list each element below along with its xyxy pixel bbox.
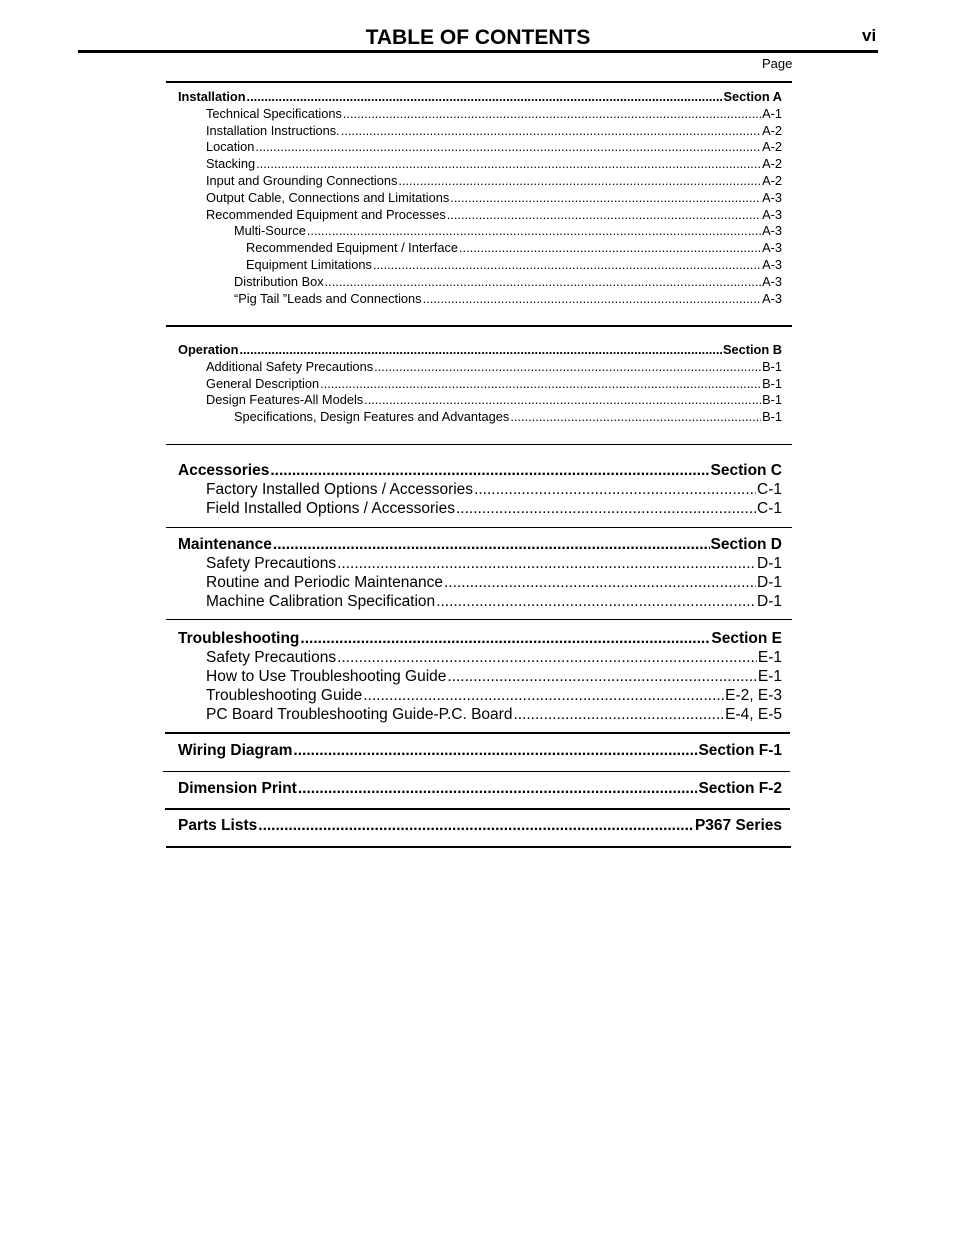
toc-entry[interactable] <box>178 139 782 156</box>
section-rule <box>163 771 790 772</box>
toc-entry-page: A-2 <box>762 172 782 188</box>
dot-leader <box>374 359 761 376</box>
dot-leader <box>337 648 757 667</box>
toc-entry-text: PC Board Troubleshooting Guide-P.C. Board <box>206 706 513 723</box>
section-rule <box>165 732 790 734</box>
section-rule <box>165 808 790 810</box>
dot-leader <box>373 257 761 274</box>
dot-leader <box>320 376 761 393</box>
toc-entry[interactable] <box>178 667 782 686</box>
toc-entry-page: E-4, E-5 <box>725 706 782 723</box>
dot-leader <box>474 480 756 499</box>
toc-entry[interactable] <box>178 480 782 499</box>
toc-heading-text: Maintenance <box>178 536 272 553</box>
toc-entry-page: B-1 <box>762 358 782 374</box>
toc-section-parts-lists <box>178 816 782 835</box>
toc-section-accessories <box>178 461 782 518</box>
toc-heading-text: Wiring Diagram <box>178 742 293 759</box>
toc-entry[interactable] <box>178 257 782 274</box>
toc-entry-text: “Pig Tail ”Leads and Connections <box>234 290 422 306</box>
toc-entry[interactable] <box>178 223 782 240</box>
toc-entry-text: Stacking <box>206 156 256 172</box>
toc-entry-page: D-1 <box>757 593 782 610</box>
section-rule <box>166 619 792 620</box>
toc-entry-text: Troubleshooting Guide <box>206 687 363 704</box>
toc-section-wiring-diagram <box>178 741 782 760</box>
dot-leader <box>341 123 761 140</box>
toc-entry[interactable] <box>178 359 782 376</box>
dot-leader <box>239 342 722 359</box>
toc-entry-page: A-3 <box>762 273 782 289</box>
toc-section-maintenance <box>178 535 782 611</box>
dot-leader <box>298 779 698 798</box>
toc-heading-page: Section A <box>723 89 782 104</box>
toc-entry-text: Field Installed Options / Accessories <box>206 500 455 517</box>
dot-leader <box>447 667 756 686</box>
toc-entry[interactable] <box>178 123 782 140</box>
toc-heading[interactable] <box>178 741 782 760</box>
toc-heading[interactable] <box>178 461 782 480</box>
toc-heading[interactable] <box>178 535 782 554</box>
toc-heading[interactable] <box>178 629 782 648</box>
dot-leader <box>293 741 697 760</box>
toc-entry-page: D-1 <box>757 574 782 591</box>
toc-entry-page: A-2 <box>762 122 782 138</box>
toc-entry-page: A-3 <box>762 290 782 306</box>
toc-entry-page: A-2 <box>762 139 782 155</box>
toc-section-troubleshooting <box>178 629 782 724</box>
toc-entry[interactable] <box>178 554 782 573</box>
toc-heading-text: Operation <box>178 342 239 357</box>
toc-entry-page: C-1 <box>757 481 782 498</box>
toc-heading-page: Section E <box>711 630 782 647</box>
toc-entry[interactable] <box>178 190 782 207</box>
toc-entry-text: Input and Grounding Connections <box>206 172 398 188</box>
toc-heading-text: Dimension Print <box>178 780 297 797</box>
page-column-label: Page <box>762 56 793 71</box>
dot-leader <box>247 89 723 106</box>
toc-entry-page: D-1 <box>757 555 782 572</box>
dot-leader <box>510 409 761 426</box>
dot-leader <box>456 499 756 518</box>
toc-entry-text: Distribution Box <box>234 273 324 289</box>
toc-entry-text: Safety Precautions <box>206 649 337 666</box>
toc-heading[interactable] <box>178 779 782 798</box>
toc-heading-page: Section F-1 <box>698 742 782 759</box>
toc-entry-text: Factory Installed Options / Accessories <box>206 481 474 498</box>
toc-entry-text: Multi-Source <box>234 223 306 239</box>
toc-entry-page: E-1 <box>757 649 782 666</box>
toc-entry-text: Additional Safety Precautions <box>206 358 374 374</box>
section-rule <box>166 81 792 83</box>
toc-entry-text: Routine and Periodic Maintenance <box>206 574 443 591</box>
toc-section-installation <box>178 89 782 307</box>
toc-section-dimension-print <box>178 779 782 798</box>
toc-heading-page: P367 Series <box>694 817 782 834</box>
toc-entry-text: Technical Specifications <box>206 105 342 121</box>
dot-leader <box>450 190 761 207</box>
toc-entry[interactable] <box>178 409 782 426</box>
toc-heading-text: Troubleshooting <box>178 630 300 647</box>
toc-entry-page: B-1 <box>762 392 782 408</box>
toc-entry[interactable] <box>178 291 782 308</box>
toc-entry-page: A-2 <box>762 156 782 172</box>
toc-entry-page: A-1 <box>762 105 782 121</box>
toc-entry-text: How to Use Troubleshooting Guide <box>206 668 447 685</box>
toc-entry[interactable] <box>178 392 782 409</box>
toc-entry[interactable] <box>178 207 782 224</box>
dot-leader <box>447 207 761 224</box>
toc-entry[interactable] <box>178 499 782 518</box>
toc-entry-text: Equipment Limitations <box>246 256 372 272</box>
dot-leader <box>273 535 710 554</box>
toc-entry-text: Machine Calibration Specification <box>206 593 436 610</box>
toc-entry[interactable] <box>178 274 782 291</box>
page-number: vi <box>862 26 877 45</box>
section-rule <box>166 325 792 327</box>
toc-entry[interactable] <box>178 106 782 123</box>
dot-leader <box>513 705 724 724</box>
section-rule <box>166 527 792 528</box>
dot-leader <box>364 392 761 409</box>
toc-entry-text: Recommended Equipment and Processes <box>206 206 446 222</box>
toc-entry[interactable] <box>178 592 782 611</box>
toc-entry[interactable] <box>178 240 782 257</box>
dot-leader <box>363 686 724 705</box>
toc-entry[interactable] <box>178 573 782 592</box>
dot-leader <box>398 173 761 190</box>
toc-heading[interactable] <box>178 816 782 835</box>
toc-entry-text: Output Cable, Connections and Limitations <box>206 189 450 205</box>
toc-section-operation <box>178 342 782 426</box>
toc-heading-text: Installation <box>178 89 246 104</box>
toc-entry[interactable] <box>178 156 782 173</box>
dot-leader <box>459 240 761 257</box>
toc-entry[interactable] <box>178 705 782 724</box>
toc-entry-text: Specifications, Design Features and Advantages <box>234 409 510 425</box>
toc-entry-page: A-3 <box>762 256 782 272</box>
toc-entry-page: E-2, E-3 <box>725 687 782 704</box>
toc-entry-text: General Description <box>206 375 320 391</box>
toc-entry[interactable] <box>178 686 782 705</box>
toc-heading-page: Section D <box>710 536 782 553</box>
section-rule <box>166 846 791 848</box>
toc-heading[interactable] <box>178 342 782 359</box>
dot-leader <box>307 223 761 240</box>
toc-entry-text: Installation Instructions. <box>206 122 340 138</box>
toc-heading-page: Section C <box>710 462 782 479</box>
dot-leader <box>255 139 761 156</box>
header-rule <box>78 50 878 53</box>
toc-entry-page: B-1 <box>762 375 782 391</box>
dot-leader <box>337 554 756 573</box>
toc-heading-text: Accessories <box>178 462 270 479</box>
dot-leader <box>423 291 762 308</box>
dot-leader <box>258 816 694 835</box>
page-title: TABLE OF CONTENTS <box>365 26 591 49</box>
toc-entry-text: Location <box>206 139 255 155</box>
dot-leader <box>300 629 710 648</box>
toc-heading-text: Parts Lists <box>178 817 258 834</box>
toc-entry-page: A-3 <box>762 206 782 222</box>
toc-entry-text: Design Features-All Models <box>206 392 364 408</box>
dot-leader <box>325 274 761 291</box>
dot-leader <box>436 592 756 611</box>
dot-leader <box>256 156 761 173</box>
toc-entry[interactable] <box>178 376 782 393</box>
toc-entry-page: C-1 <box>757 500 782 517</box>
dot-leader <box>270 461 709 480</box>
toc-entry[interactable] <box>178 648 782 667</box>
toc-entry-page: E-1 <box>757 668 782 685</box>
dot-leader <box>444 573 756 592</box>
toc-entry-text: Safety Precautions <box>206 555 337 572</box>
toc-entry[interactable] <box>178 173 782 190</box>
toc-entry-page: A-3 <box>762 240 782 256</box>
toc-heading[interactable] <box>178 89 782 106</box>
toc-entry-page: A-3 <box>762 189 782 205</box>
toc-entry-page: A-3 <box>762 223 782 239</box>
dot-leader <box>343 106 761 123</box>
toc-entry-page: B-1 <box>762 409 782 425</box>
toc-heading-page: Section F-2 <box>698 780 782 797</box>
toc-entry-text: Recommended Equipment / Interface <box>246 240 458 256</box>
section-rule <box>166 444 792 445</box>
toc-heading-page: Section B <box>722 342 782 357</box>
